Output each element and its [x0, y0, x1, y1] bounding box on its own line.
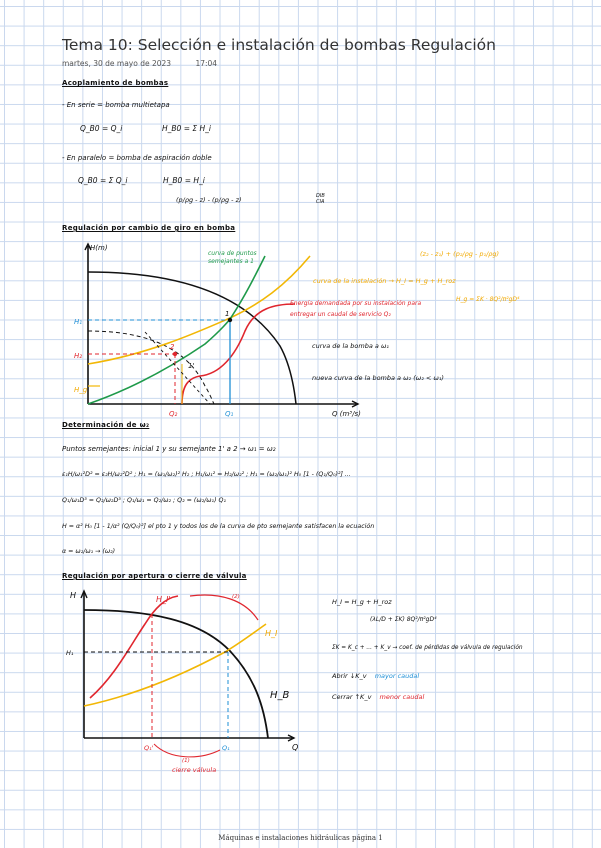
eq-row-3: H = α² H₀ [1 - 1/α² (Q/Q₀)²] el pto 1 y todos los de la curva de pto semejante satisfacen la ecuación: [62, 523, 375, 530]
fig2-abrir: [332, 672, 419, 680]
heading-reg-apertura: Regulación por apertura o cierre de válvula: [62, 572, 247, 580]
fig2-x-label: Q: [292, 743, 299, 752]
fig2-eq-1: H_I = H_g + H_roz: [332, 598, 392, 606]
fig2-eq-3: ΣK = K_c + ... + K_v → coef. de pérdidas de válvula de regulación: [332, 645, 523, 651]
fig1-point-1-label: 1: [225, 310, 230, 318]
eq-row-4: α = ω₂/ω₁ → (ω₂): [62, 548, 116, 555]
fig1-eq-top: (z₂ - z₁) + (p₂/ρg - p₁/ρg): [420, 250, 500, 258]
fig1-curva-puntos: curva de puntos semejantes a 1: [208, 250, 257, 265]
serie-eq-q: Q_B0 = Q_i: [80, 124, 123, 133]
fig2-abrir-label: Abrir ↓K_v: [332, 672, 367, 680]
fig2-cerrar: [332, 693, 424, 701]
fig2-arrow-2: [190, 595, 258, 620]
fig2-eq-2: (λL/D + ΣK) 8Q²/π²gD⁴: [370, 616, 437, 623]
fig1-h2-label: H₂: [74, 352, 83, 360]
page-meta: [62, 59, 217, 68]
figure-regulacion-valvula: [60, 586, 310, 776]
fig1-point-2: [173, 352, 177, 356]
fig2-installation-curve-closed: [90, 596, 178, 698]
eq-row-1: ε₁H/ω₁²D² = ε₂H/ω₂²D² ; H₁ = (ω₁/ω₂)² H₂ ; H₁/ω₁² = H₂/ω₂² ; H₁ = (ω₂/ω₁)² H₀ [1 - (Q₁/Q₀)²] ...: [62, 471, 351, 478]
fig2-mark-1: (1): [182, 758, 190, 764]
fig1-q2-label: Q₂: [169, 410, 178, 418]
fig2-cierre-arrow: [154, 744, 220, 757]
heading-determinacion: Determinación de ω₂: [62, 421, 150, 429]
fig2-mark-2: (2): [232, 594, 240, 600]
fig1-point-1p-label: 1': [188, 362, 195, 370]
fig2-hi-orange-label: H_I: [265, 629, 278, 638]
serie-label: - En serie = bomba multietapa: [62, 101, 170, 109]
fig2-installation-curve: [84, 624, 266, 706]
fig1-x-label: Q (m³/s): [332, 410, 361, 418]
fig1-q1-label: Q₁: [225, 410, 234, 418]
heading-reg-giro: Regulación por cambio de giro en bomba: [62, 224, 236, 232]
fig1-curva-bomba-w1: curva de la bomba a ω₁: [312, 342, 390, 350]
fig1-red-curve: [182, 304, 295, 404]
paralelo-eq-bracket: (p/ρg - z) - (p/ρg - z): [176, 196, 242, 204]
fig2-q1-label: Q₁: [222, 744, 230, 752]
fig1-point-1: [228, 318, 232, 322]
fig2-cerrar-label: Cerrar ↑K_v: [332, 693, 372, 701]
serie-eq-h: H_B0 = Σ H_i: [162, 124, 211, 133]
puntos-semejantes: Puntos semejantes: inicial 1 y su semejante 1' a 2 → ω₁ = ω₂: [62, 445, 276, 453]
fig2-h1-label: H₁: [66, 649, 74, 657]
paralelo-eq-h: H_B0 = H_i: [163, 176, 205, 185]
page-title: Tema 10: Selección e instalación de bombas Regulación: [62, 36, 496, 54]
fig1-y-label: H(m): [90, 244, 108, 252]
page-date: martes, 30 de mayo de 2023: [62, 59, 172, 68]
eq-row-2: Q₁/ω₁D³ = Q₂/ω₂D³ ; Q₁/ω₁ = Q₂/ω₂ ; Q₂ = (ω₂/ω₁) Q₁: [62, 497, 227, 504]
paralelo-note: DIB CIA: [316, 193, 325, 205]
fig1-energia: Energía demandada por su instalación para entregar un caudal de servicio Q₂: [290, 300, 422, 318]
fig2-q1p-label: Q₁': [144, 744, 154, 752]
fig1-pump-curve-w2: [88, 331, 214, 404]
fig1-curva-inst: curva de la instalación → H_I = H_g + H_roz: [313, 277, 456, 285]
fig2-cerrar-result: menor caudal: [379, 693, 425, 701]
fig2-cierre-label: cierre válvula: [172, 766, 217, 774]
page-footer: Máquinas e instalaciones hidráulicas página 1: [218, 834, 383, 842]
fig1-similar-points-curve: [88, 256, 265, 404]
paralelo-label: - En paralelo = bomba de aspiración doble: [62, 154, 212, 162]
fig2-hi-red-label: H_I': [156, 595, 171, 604]
fig1-diagonal: [145, 332, 210, 404]
fig2-y-label: H: [70, 591, 77, 600]
fig1-point-2-label: 2: [170, 343, 175, 351]
fig1-hg-label: H_g: [74, 386, 88, 394]
fig1-curva-bomba-w2: nueva curva de la bomba a ω₂ (ω₂ < ω₁): [312, 374, 444, 382]
fig1-pump-curve-w1: [88, 272, 296, 404]
fig1-eq-hg: H_g = ΣK · 8Q²/π²gD⁴: [456, 296, 520, 303]
fig2-hb-label: H_B: [270, 690, 290, 701]
heading-acoplamiento: Acoplamiento de bombas: [62, 79, 169, 87]
fig2-abrir-result: mayor caudal: [374, 672, 420, 680]
page-time: 17:04: [195, 59, 218, 68]
fig1-h1-label: H₁: [74, 318, 83, 326]
paralelo-eq-q: Q_B0 = Σ Q_i: [78, 176, 128, 185]
